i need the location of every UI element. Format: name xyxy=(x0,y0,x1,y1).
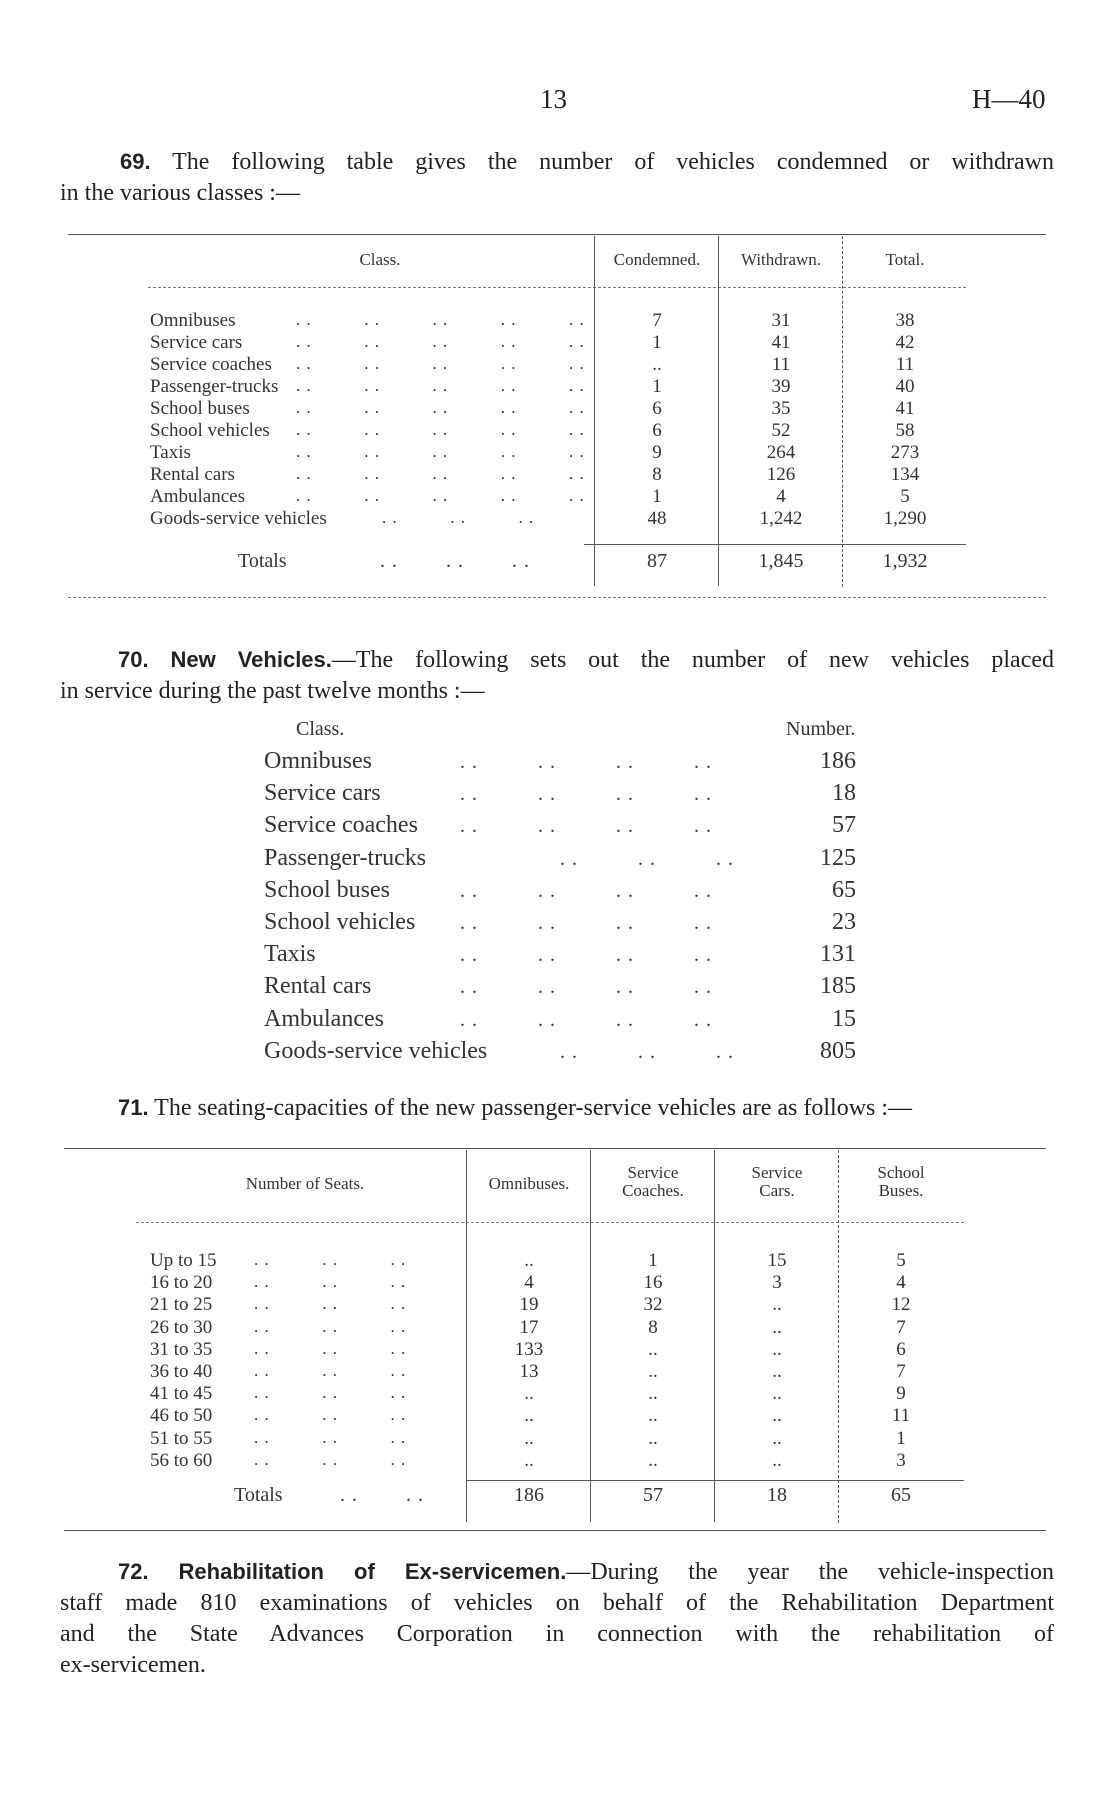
table-69-row-total: 11 xyxy=(895,354,915,375)
leader-dots: . . . . . . . . xyxy=(460,879,712,902)
page-reference: H—40 xyxy=(972,84,1046,114)
table-70-row-number: 805 xyxy=(820,1037,856,1064)
para-72-title: Rehabilitation of Ex-servicemen. xyxy=(178,1559,567,1584)
table-69-header-class: Class. xyxy=(359,250,401,269)
leader-dots: . . . . . . xyxy=(254,1250,407,1269)
leader-dots: . . . . . . . . xyxy=(460,815,712,838)
table-71-row-school: 7 xyxy=(896,1316,906,1338)
table-69-row-total: 5 xyxy=(900,486,910,507)
table-71-row-seats: 51 to 55 xyxy=(150,1427,213,1449)
table-70-row-number: 23 xyxy=(832,909,856,935)
table-71-row-omnibuses: .. xyxy=(524,1427,534,1449)
table-71-row-seats: 21 to 25 xyxy=(150,1294,213,1316)
table-70-row-class: Omnibuses xyxy=(264,748,372,774)
table-71-header-cars: Service Cars. xyxy=(751,1163,803,1200)
table-71-header-seats: Number of Seats. xyxy=(245,1174,365,1193)
para-70-line2: in service during the past twelve months :— xyxy=(60,678,485,704)
table-69-row-withdrawn: 264 xyxy=(766,442,796,463)
table-69-row-condemned: 1 xyxy=(652,332,662,353)
table-71-totals-coaches: 57 xyxy=(643,1484,663,1506)
table-69-totals-label: Totals xyxy=(238,550,287,572)
table-69-row-class: School buses xyxy=(150,398,250,419)
table-71-row-omnibuses: 17 xyxy=(519,1316,539,1338)
table-69-row-class: Service cars xyxy=(150,332,243,353)
table-71-row-cars: .. xyxy=(772,1316,782,1338)
table-69-row-condemned: .. xyxy=(652,354,662,375)
table-69-row-total: 40 xyxy=(895,376,915,397)
leader-dots: . . . . . . xyxy=(254,1361,407,1380)
table-71-row-seats: 46 to 50 xyxy=(150,1405,213,1427)
leader-dots: . . . . . . . . xyxy=(460,783,712,806)
table-69-row-total: 1,290 xyxy=(883,508,927,529)
table-69-row-class: Rental cars xyxy=(150,464,235,485)
table-69-row-withdrawn: 35 xyxy=(771,398,791,419)
table-71-row-coaches: .. xyxy=(648,1427,658,1449)
leader-dots: . . . . . . xyxy=(382,508,535,527)
para-72-line4: ex-servicemen. xyxy=(60,1652,206,1678)
table-71-row-seats: Up to 15 xyxy=(150,1250,217,1271)
table-71-row-seats: 36 to 40 xyxy=(150,1361,213,1382)
table-71-header-school: School Buses. xyxy=(877,1163,925,1200)
table-69-row-total: 58 xyxy=(895,420,915,441)
paragraph-71 xyxy=(60,1092,1054,1124)
table-69-totals-condemned: 87 xyxy=(647,550,667,572)
table-71-row-school: 4 xyxy=(896,1272,906,1294)
table-71-row-coaches: 1 xyxy=(648,1250,658,1271)
leader-dots: . . . . . . xyxy=(254,1294,407,1314)
table-69-row-withdrawn: 1,242 xyxy=(759,508,803,529)
table-71-row-cars: 15 xyxy=(767,1250,787,1271)
table-71-row-coaches: 16 xyxy=(643,1272,663,1294)
table-71-row-coaches: .. xyxy=(648,1405,658,1427)
table-71-row-school: 1 xyxy=(896,1427,906,1449)
table-71-row-coaches: 32 xyxy=(643,1294,663,1316)
para-72-number: 72. xyxy=(118,1559,149,1584)
table-69-row-condemned: 1 xyxy=(652,376,662,397)
table-69-totals-withdrawn: 1,845 xyxy=(758,550,804,572)
table-69-row-withdrawn: 52 xyxy=(771,420,791,441)
leader-dots: . . . . . . . . . . xyxy=(296,486,585,505)
para-70-number: 70. xyxy=(118,647,149,672)
table-70-row-number: 15 xyxy=(832,1005,856,1032)
table-71-row-seats: 26 to 30 xyxy=(150,1316,213,1338)
table-69-row-withdrawn: 11 xyxy=(771,354,791,375)
table-71-row-coaches: .. xyxy=(648,1338,658,1360)
table-70-row-number: 125 xyxy=(820,844,856,871)
para-69-line1: The following table gives the number of vehicles condemned or withdrawn xyxy=(172,149,1054,175)
table-70-row-number: 65 xyxy=(832,876,856,903)
leader-dots: . . . . . . . . . . xyxy=(296,420,585,439)
table-70-header-class: Class. xyxy=(296,718,345,740)
table-70-row-class: Passenger-trucks xyxy=(264,844,427,871)
table-71-row-school: 5 xyxy=(896,1250,906,1271)
table-71-row-omnibuses: 133 xyxy=(514,1338,544,1360)
table-69-totals-total: 1,932 xyxy=(882,550,928,572)
table-69-row-total: 134 xyxy=(890,464,920,485)
table-71-row-cars: .. xyxy=(772,1405,782,1427)
leader-dots: . . . . . . . . . . xyxy=(296,398,585,417)
leader-dots: . . . . . . . . . . xyxy=(296,310,585,329)
paragraph-69 xyxy=(60,146,1054,209)
table-71-row-school: 11 xyxy=(891,1405,911,1427)
table-69-row-total: 42 xyxy=(895,332,915,353)
leader-dots: . . . . . . xyxy=(254,1383,407,1403)
table-70-row-class: Rental cars xyxy=(264,973,372,1000)
para-72-line1: —During the year the vehicle-inspection xyxy=(566,1559,1054,1585)
leader-dots: . . . . . . xyxy=(560,1040,734,1063)
table-71-row-cars: .. xyxy=(772,1294,782,1316)
table-71-row-seats: 41 to 45 xyxy=(150,1383,213,1405)
leader-dots: . . . . . . . . . . xyxy=(296,354,585,373)
para-70-title: New Vehicles. xyxy=(170,647,332,672)
leader-dots: . . . . . . . . xyxy=(460,912,712,934)
table-69-row-class: Omnibuses xyxy=(150,310,236,331)
table-69-row-total: 273 xyxy=(890,442,920,463)
table-71-row-cars: .. xyxy=(772,1338,782,1360)
table-70-row-class: School buses xyxy=(264,876,390,903)
leader-dots: . . . . . . . . . . xyxy=(296,332,585,351)
leader-dots: . . . . . . xyxy=(254,1272,407,1292)
table-71-row-coaches: .. xyxy=(648,1449,658,1471)
leader-dots: . . . . . . xyxy=(560,847,734,870)
table-71-row-school: 9 xyxy=(896,1383,906,1405)
table-71-header-coaches: Service Coaches. xyxy=(622,1163,684,1200)
table-71-row-seats: 16 to 20 xyxy=(150,1272,213,1294)
table-69-row-total: 38 xyxy=(895,310,915,331)
table-71-row-cars: .. xyxy=(772,1449,782,1471)
table-70-header-number: Number. xyxy=(786,718,856,740)
table-71-row-omnibuses: .. xyxy=(524,1383,534,1405)
table-69-row-withdrawn: 41 xyxy=(771,332,791,353)
table-69-row-class: Taxis xyxy=(150,442,191,463)
table-70-row-number: 186 xyxy=(820,748,856,774)
table-69-row-condemned: 1 xyxy=(652,486,662,507)
leader-dots: . . . . . . . . . . xyxy=(296,376,585,395)
table-71-totals-label: Totals xyxy=(234,1484,283,1506)
table-69-row-withdrawn: 126 xyxy=(766,464,796,485)
table-69-row-class: Passenger-trucks xyxy=(150,376,279,397)
table-69-row-withdrawn: 31 xyxy=(771,310,791,331)
table-71-row-cars: .. xyxy=(772,1361,782,1382)
table-71-row-omnibuses: .. xyxy=(524,1449,534,1471)
leader-dots: . . . . . . . . xyxy=(460,1008,712,1031)
table-70-row-number: 131 xyxy=(820,941,856,968)
table-69-row-condemned: 7 xyxy=(652,310,662,331)
table-71-row-omnibuses: .. xyxy=(524,1250,534,1271)
table-71-row-school: 3 xyxy=(896,1449,906,1471)
table-71-row-omnibuses: 19 xyxy=(519,1294,539,1316)
table-71-totals-cars: 18 xyxy=(767,1484,787,1506)
table-71-header-omnibuses: Omnibuses. xyxy=(488,1174,570,1193)
table-69-row-condemned: 48 xyxy=(647,508,667,529)
table-69-header-withdrawn: Withdrawn. xyxy=(740,250,822,269)
para-69-line2: in the various classes :— xyxy=(60,180,300,206)
leader-dots: . . . . . . . . . . xyxy=(296,464,585,483)
table-69-row-condemned: 6 xyxy=(652,398,662,419)
table-70-row-class: School vehicles xyxy=(264,909,416,935)
table-71-row-coaches: .. xyxy=(648,1361,658,1382)
para-72-line2: staff made 810 examinations of vehicles on behalf of the Rehabilitation Department xyxy=(60,1590,1054,1616)
table-69-row-class: Ambulances xyxy=(150,486,245,507)
table-71-row-omnibuses: .. xyxy=(524,1405,534,1427)
paragraph-70 xyxy=(60,644,1054,707)
table-69-row-condemned: 8 xyxy=(652,464,662,485)
table-69-header-condemned: Condemned. xyxy=(613,250,701,269)
leader-dots: . . . . . . xyxy=(254,1316,407,1336)
leader-dots: . . . . . . xyxy=(254,1338,407,1358)
table-69-row-withdrawn: 4 xyxy=(776,486,786,507)
paragraph-72 xyxy=(60,1556,1054,1681)
para-69-number: 69. xyxy=(120,149,151,174)
table-71-row-cars: .. xyxy=(772,1427,782,1449)
leader-dots: . . . . . . . . xyxy=(460,976,712,999)
leader-dots: . . . . . . xyxy=(254,1449,407,1469)
table-71-row-coaches: 8 xyxy=(648,1316,658,1338)
table-70-row-class: Ambulances xyxy=(264,1005,384,1032)
table-71-totals-school: 65 xyxy=(891,1484,911,1506)
table-71-row-cars: .. xyxy=(772,1383,782,1405)
table-70-row-number: 57 xyxy=(832,812,856,839)
page-number: 13 xyxy=(540,84,567,114)
table-71-totals-omnibuses: 186 xyxy=(514,1484,544,1506)
table-70-row-class: Service cars xyxy=(264,780,381,807)
table-69-row-class: Service coaches xyxy=(150,354,272,375)
table-71-row-school: 6 xyxy=(896,1338,906,1360)
table-71-row-seats: 56 to 60 xyxy=(150,1449,213,1471)
table-69-row-total: 41 xyxy=(895,398,915,419)
table-71-row-omnibuses: 13 xyxy=(519,1361,539,1382)
leader-dots: . . . . . . . . xyxy=(460,751,712,773)
leader-dots: . . . . . . xyxy=(254,1427,407,1447)
table-70-row-class: Service coaches xyxy=(264,812,418,839)
table-71-row-cars: 3 xyxy=(772,1272,782,1294)
para-71-number: 71. xyxy=(118,1095,149,1120)
table-69-row-withdrawn: 39 xyxy=(771,376,791,397)
leader-dots: . . . . . . . . xyxy=(460,944,712,967)
table-69-row-condemned: 9 xyxy=(652,442,662,463)
table-69-header-total: Total. xyxy=(885,250,925,269)
table-71-row-school: 7 xyxy=(896,1361,906,1382)
table-69-row-class: Goods-service vehicles xyxy=(150,508,327,529)
table-70-row-number: 185 xyxy=(820,973,856,1000)
table-71-row-coaches: .. xyxy=(648,1383,658,1405)
table-71-row-omnibuses: 4 xyxy=(524,1272,534,1294)
table-70-row-class: Taxis xyxy=(264,941,316,968)
table-70-row-class: Goods-service vehicles xyxy=(264,1037,488,1064)
table-69-row-class: School vehicles xyxy=(150,420,270,441)
leader-dots: . . . . . . xyxy=(254,1405,407,1425)
para-70-line1: —The following sets out the number of new vehicles placed xyxy=(331,647,1054,673)
leader-dots: . . . . . . . . . . xyxy=(296,442,585,461)
table-71-row-seats: 31 to 35 xyxy=(150,1338,213,1360)
table-70-row-number: 18 xyxy=(832,780,856,807)
table-69-row-condemned: 6 xyxy=(652,420,662,441)
table-71-row-school: 12 xyxy=(891,1294,911,1316)
para-71-text: The seating-capacities of the new passenger-service vehicles are as follows :— xyxy=(154,1095,913,1121)
para-72-line3: and the State Advances Corporation in connection with the rehabilitation of xyxy=(60,1621,1054,1647)
